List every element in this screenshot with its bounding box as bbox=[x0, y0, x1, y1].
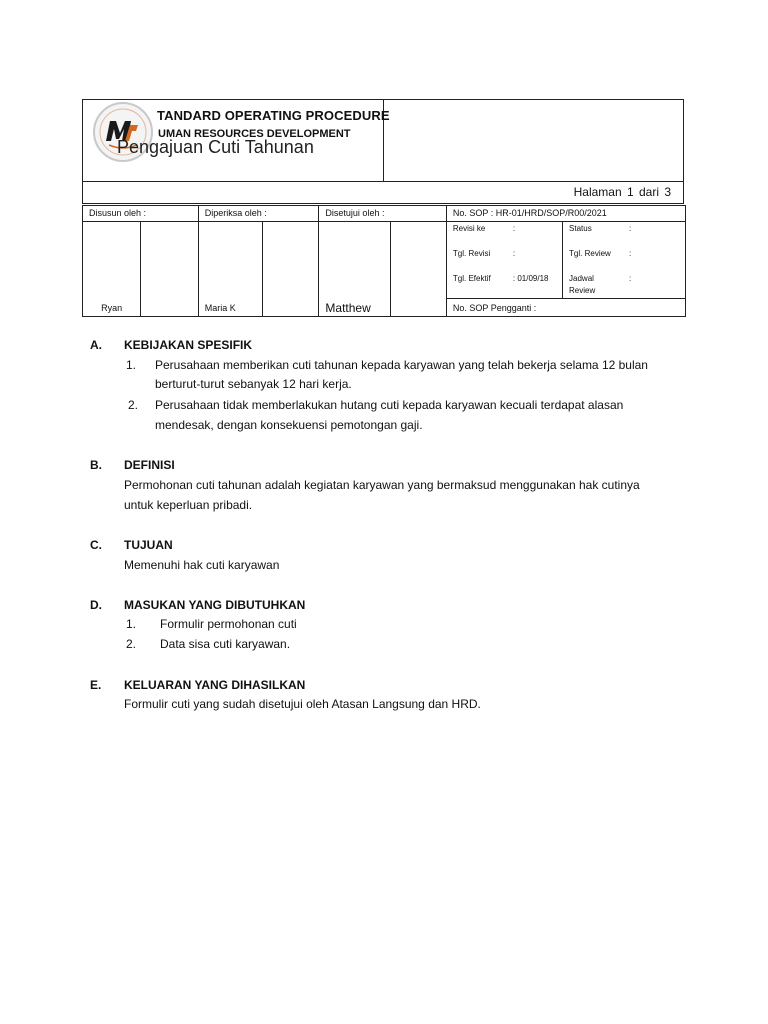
sop-number: No. SOP : HR-01/HRD/SOP/R00/2021 bbox=[446, 206, 685, 222]
section-letter: C. bbox=[90, 538, 102, 552]
effective-date-label: Tgl. Efektif bbox=[452, 274, 491, 283]
definition-text-cont: untuk keperluan pribadi. bbox=[124, 498, 253, 512]
output-text: Formulir cuti yang sudah disetujui oleh Atasan Langsung dan HRD. bbox=[124, 697, 481, 711]
replacement-sop: No. SOP Pengganti : bbox=[446, 299, 685, 317]
status-cell bbox=[563, 222, 686, 299]
list-number: 2. bbox=[128, 398, 139, 412]
approved-by-name: Matthew bbox=[325, 301, 371, 315]
section-letter: D. bbox=[90, 598, 102, 612]
sop-header-right-cell bbox=[383, 99, 684, 182]
signature-cell bbox=[141, 222, 198, 317]
prepared-by-name: Ryan bbox=[101, 303, 123, 313]
sop-title: TANDARD OPERATING PROCEDURE bbox=[157, 108, 390, 123]
colon: : bbox=[512, 224, 516, 233]
revision-date-label: Tgl. Revisi bbox=[452, 249, 491, 258]
purpose-text: Memenuhi hak cuti karyawan bbox=[124, 558, 280, 572]
colon: : bbox=[512, 249, 516, 258]
review-schedule-label: Jadwal bbox=[569, 274, 594, 283]
section-heading: KEBIJAKAN SPESIFIK bbox=[124, 338, 253, 352]
signature-cell bbox=[263, 222, 319, 317]
section-heading: MASUKAN YANG DIBUTUHKAN bbox=[124, 598, 306, 612]
signature-cell bbox=[319, 222, 391, 317]
list-number: 1. bbox=[126, 617, 137, 631]
document-title: Pengajuan Cuti Tahunan bbox=[117, 137, 314, 157]
input-item-2: Data sisa cuti karyawan. bbox=[160, 637, 291, 651]
revision-cell bbox=[446, 222, 562, 299]
department-name: UMAN RESOURCES DEVELOPMENT bbox=[158, 128, 351, 140]
signature-cell bbox=[198, 222, 262, 317]
section-letter: E. bbox=[90, 678, 102, 692]
policy-item-1: Perusahaan memberikan cuti tahunan kepada karyawan yang telah bekerja selama 12 bulan bbox=[155, 358, 648, 372]
policy-item-2-cont: mendesak, dengan konsekuensi pemotongan gaji. bbox=[155, 418, 423, 432]
review-schedule-label-2: Review bbox=[569, 286, 596, 295]
list-number: 1. bbox=[126, 358, 137, 372]
effective-date-value: : 01/09/18 bbox=[512, 274, 549, 283]
colon: : bbox=[629, 249, 632, 258]
input-item-1: Formulir permohonan cuti bbox=[160, 617, 297, 631]
list-number: 2. bbox=[126, 637, 137, 651]
section-letter: A. bbox=[90, 338, 102, 352]
approved-by-label: Disetujui oleh : bbox=[319, 206, 446, 222]
review-date-label: Tgl. Review bbox=[569, 249, 611, 258]
signature-cell bbox=[391, 222, 447, 317]
colon: : bbox=[629, 274, 632, 283]
page-number: Halaman 1 dari 3 bbox=[573, 185, 671, 199]
section-heading: DEFINISI bbox=[124, 458, 175, 472]
policy-item-1-cont: berturut-turut sebanyak 12 hari kerja. bbox=[155, 377, 352, 391]
revision-label: Revisi ke bbox=[452, 224, 486, 233]
colon: : bbox=[629, 224, 632, 233]
status-label: Status bbox=[569, 224, 592, 233]
definition-text: Permohonan cuti tahunan adalah kegiatan karyawan yang bermaksud menggunakan hak cutinya bbox=[124, 478, 640, 492]
page-number-row bbox=[82, 182, 684, 204]
section-heading: TUJUAN bbox=[124, 538, 173, 552]
prepared-by-label: Disusun oleh : bbox=[83, 206, 199, 222]
section-heading: KELUARAN YANG DIHASILKAN bbox=[124, 678, 306, 692]
approval-table bbox=[82, 205, 686, 317]
checked-by-name: Maria K bbox=[204, 303, 236, 313]
policy-item-2: Perusahaan tidak memberlakukan hutang cuti kepada karyawan kecuali terdapat alasan bbox=[155, 398, 624, 412]
signature-cell bbox=[83, 222, 141, 317]
section-letter: B. bbox=[90, 458, 102, 472]
checked-by-label: Diperiksa oleh : bbox=[198, 206, 319, 222]
